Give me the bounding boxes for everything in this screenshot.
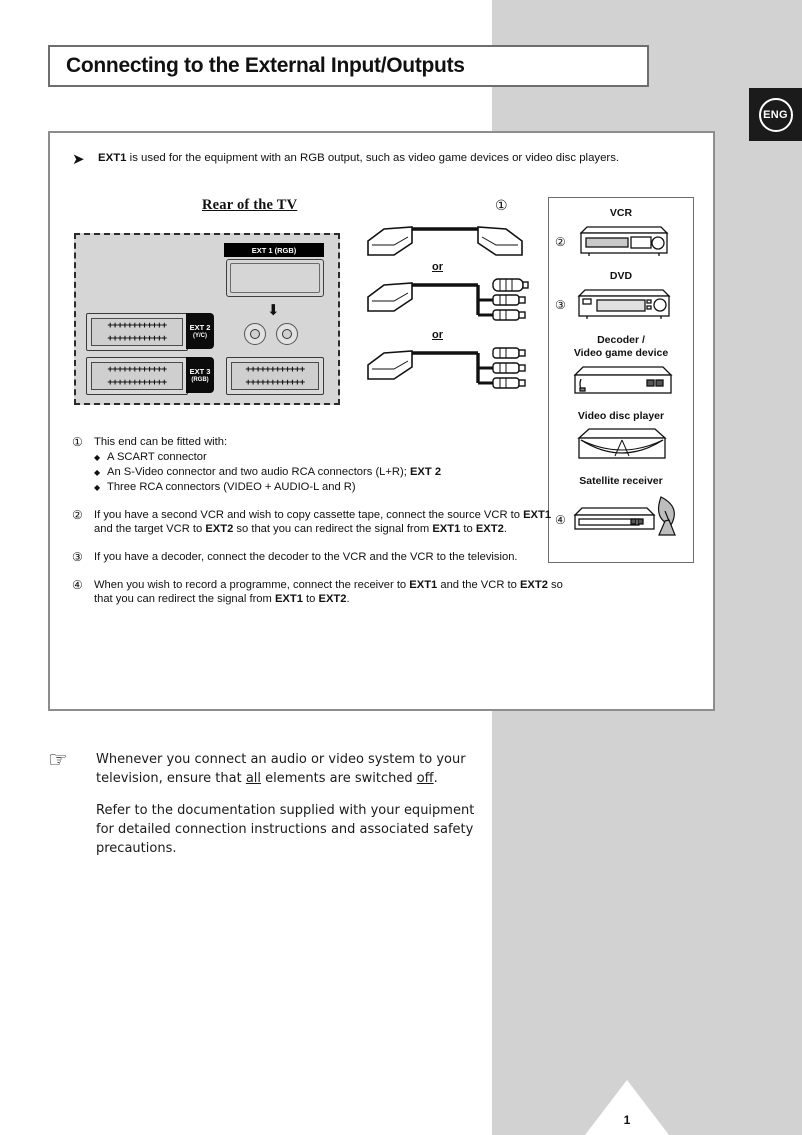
device-title-dvd: DVD	[609, 270, 633, 282]
note-lead: This end can be fitted with:	[94, 436, 228, 448]
scart-pin-row: ++++++++++++	[107, 377, 167, 388]
scart-ext2-name: EXT 2	[189, 322, 211, 332]
scart-bottom-right-pins	[231, 362, 319, 390]
scart-pin-row: ++++++++++++	[107, 320, 167, 331]
note-number: ①	[72, 435, 83, 449]
device-art-dvd	[549, 286, 693, 324]
note-subitem-label: An S-Video connector and two audio RCA connectors (L+R);	[107, 465, 410, 478]
scart-pin-row: ++++++++++++	[245, 364, 305, 375]
note-item	[72, 435, 572, 495]
footnote-block	[48, 747, 478, 871]
rca-jack-left	[244, 323, 266, 345]
page-title: Connecting to the External Input/Outputs	[66, 54, 465, 77]
callout-4: ④	[555, 513, 566, 527]
scart-ext2-sub: (Y/C)	[193, 332, 207, 339]
note-subitem	[94, 465, 441, 480]
device-art-decoder	[549, 363, 693, 401]
scart-pin-row: ++++++++++++	[107, 333, 167, 344]
scart-ext3-sub: (RGB)	[191, 376, 209, 383]
note-item	[72, 508, 572, 537]
note-subitem-label: Three RCA connectors (VIDEO + AUDIO-L and R)	[107, 480, 356, 493]
or-label-2: or	[432, 329, 443, 341]
or-label-1: or	[432, 261, 443, 273]
scart-ext3-label	[186, 357, 214, 393]
device-title-satellite: Satellite receiver	[579, 475, 663, 487]
note-subitem-emphasis: EXT 2	[409, 465, 442, 478]
scart-pin-row: ++++++++++++	[245, 377, 305, 388]
device-title-decoder-2: Video game device	[573, 347, 669, 359]
language-badge-label: ENG	[759, 98, 793, 132]
scart-bottom-right	[226, 357, 324, 395]
scart-ext2	[86, 313, 188, 351]
note-number: ②	[72, 507, 83, 522]
note-body: When you wish to record a programme, connect the receiver to EXT1 and the VCR to EXT2 so that you can redirect the signal from EXT1 to EXT2.	[94, 578, 563, 606]
note-item	[72, 550, 572, 565]
intro-row	[72, 151, 692, 167]
intro-prefix: EXT1	[98, 152, 127, 164]
note-subitem-text	[107, 465, 441, 480]
callout-2: ②	[555, 235, 566, 249]
vcr-icon	[549, 223, 693, 261]
decoder-icon	[549, 363, 693, 401]
down-arrow-icon: ⬇	[267, 302, 280, 319]
intro-body: is used for the equipment with an RGB output, such as video game devices or video disc players.	[126, 152, 620, 164]
callout-3: ③	[555, 298, 566, 312]
footnote-text	[96, 750, 478, 871]
page-title-box	[48, 45, 649, 87]
scart-ext3-name: EXT 3	[189, 366, 211, 376]
scart-pin-row: ++++++++++++	[107, 364, 167, 375]
page-number: 1	[623, 1113, 631, 1127]
tv-rear-panel	[74, 233, 340, 405]
intro-text	[98, 151, 619, 167]
note-item	[72, 578, 572, 607]
note-number: ④	[72, 577, 83, 592]
diamond-bullet-icon: ◆	[94, 452, 101, 462]
ext1-connector-body	[226, 259, 324, 297]
pointing-hand-icon: ☞	[48, 747, 68, 772]
note-subitem	[94, 480, 441, 495]
note-subitem	[94, 450, 441, 465]
note-body: If you have a second VCR and wish to copy cassette tape, connect the source VCR to EXT1 and the target VCR to EXT2 so that you can redirect the signal from EXT1 to EXT2.	[94, 508, 552, 536]
language-badge	[749, 88, 802, 141]
scart-ext2-pins	[91, 318, 183, 346]
scart-ext2-label	[186, 313, 214, 349]
callout-1: ①	[495, 197, 508, 213]
dvd-icon	[549, 286, 693, 324]
note-body: If you have a decoder, connect the decoder to the VCR and the VCR to the television.	[94, 550, 518, 563]
note-subitem-label: A SCART connector	[107, 450, 207, 463]
device-title-vcr: VCR	[609, 207, 633, 219]
note-subitem-text	[107, 450, 207, 465]
notes-list	[72, 435, 572, 620]
rear-of-tv-title: Rear of the TV	[202, 197, 298, 213]
arrowhead-bullet-icon: ➤	[72, 151, 85, 168]
scart-ext3-pins	[91, 362, 183, 390]
main-content-box	[48, 131, 715, 711]
note-body	[94, 435, 441, 495]
footnote-paragraph-2: Refer to the documentation supplied with your equipment for detailed connection instructions and associated safety precautions.	[96, 803, 475, 856]
diamond-bullet-icon: ◆	[94, 467, 101, 477]
footnote-paragraph-1: Whenever you connect an audio or video system to your television, ensure that all elements are switched off.	[96, 752, 466, 786]
note-number: ③	[72, 549, 83, 564]
note-subitem-text	[107, 480, 356, 495]
diamond-bullet-icon: ◆	[94, 482, 101, 492]
rca-jack-right	[276, 323, 298, 345]
device-art-vcr	[549, 223, 693, 261]
scart-ext3	[86, 357, 188, 395]
ext1-connector-label: EXT 1 (RGB)	[224, 243, 324, 257]
device-title-disc-player: Video disc player	[577, 410, 665, 422]
device-title-decoder: Decoder /	[597, 334, 645, 346]
